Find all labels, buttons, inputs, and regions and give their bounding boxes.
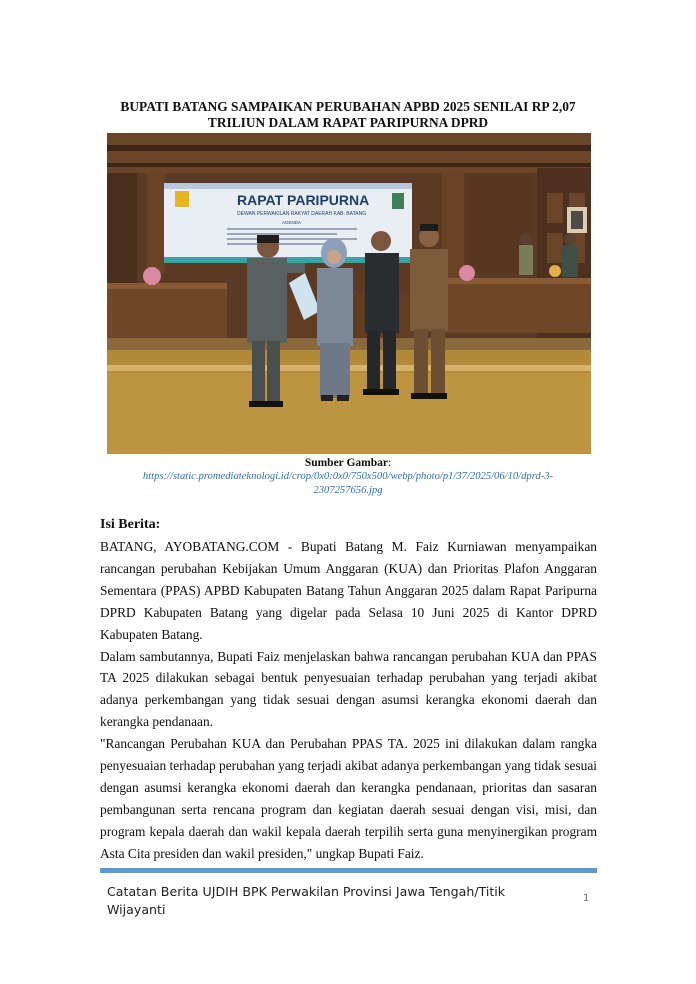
paragraph: Dalam sambutannya, Bupati Faiz menjelaskan bahwa rancangan perubahan KUA dan PPAS TA 2025 dilakukan sebagai bentuk penyesuaian terhadap perubahan yang terjadi akibat adanya perkembangan yang tidak sesuai dengan asumsi kerangka ekonomi daerah dan kerangka pendanaan.: [100, 648, 597, 730]
image-source-caption: Sumber Gambar:: [304, 457, 392, 469]
footer-divider: [100, 868, 597, 873]
screen-subheading: DEWAN PERWAKILAN RAKYAT DAERAH KAB. BATANG: [237, 211, 367, 217]
section-heading: Isi Berita:: [100, 517, 161, 532]
article-body: [100, 536, 597, 865]
screen-agenda: AGENDA: [282, 220, 302, 225]
paragraph: BATANG, AYOBATANG.COM - Bupati Batang M. Faiz Kurniawan menyampaikan rancangan perubahan Kebijakan Umum Anggaran (KUA) dan Prioritas Plafon Anggaran Sementara (PPAS) APBD Kabupaten Batang Tahun Anggaran 2025 dalam Rapat Paripurna DPRD Kabupaten Batang yang digelar pada Selasa 10 Juni 2025 di Kantor DPRD Kabupaten Batang.: [100, 539, 597, 642]
news-photo: [107, 133, 591, 454]
article-title: BUPATI BATANG SAMPAIKAN PERUBAHAN APBD 2025 SENILAI RP 2,07 TRILIUN DALAM RAPAT PARIPURNA DPRD: [120, 99, 576, 130]
footer-note: Catatan Berita UJDIH BPK Perwakilan Provinsi Jawa Tengah/Titik Wijayanti: [107, 884, 506, 917]
page-number: 1: [583, 893, 590, 904]
image-source-link[interactable]: https://static.promediateknologi.id/crop/0x0:0x0/750x500/webp/photo/p1/37/2025/06/10/dprd-3-2307257656.jpg: [142, 471, 554, 496]
image-source-label: Sumber Gambar: [304, 457, 388, 469]
screen-heading: RAPAT PARIPURNA: [237, 192, 370, 208]
paragraph: "Rancangan Perubahan KUA dan Perubahan PPAS TA. 2025 ini dilakukan dalam rangka penyesuaian terhadap perubahan yang terjadi akibat adanya perkembangan yang tidak sesuai dengan asumsi kerangka ekonomi daerah dan kerangka pendanaan, prioritas dan sasaran pembangunan serta rencana program dan kegiatan daerah sesuai dengan visi, misi, dan program kepala daerah dan wakil kepala daerah terpilih serta guna menyinergikan program Asta Cita presiden dan wakil presiden," ungkap Bupati Faiz.: [100, 736, 597, 861]
